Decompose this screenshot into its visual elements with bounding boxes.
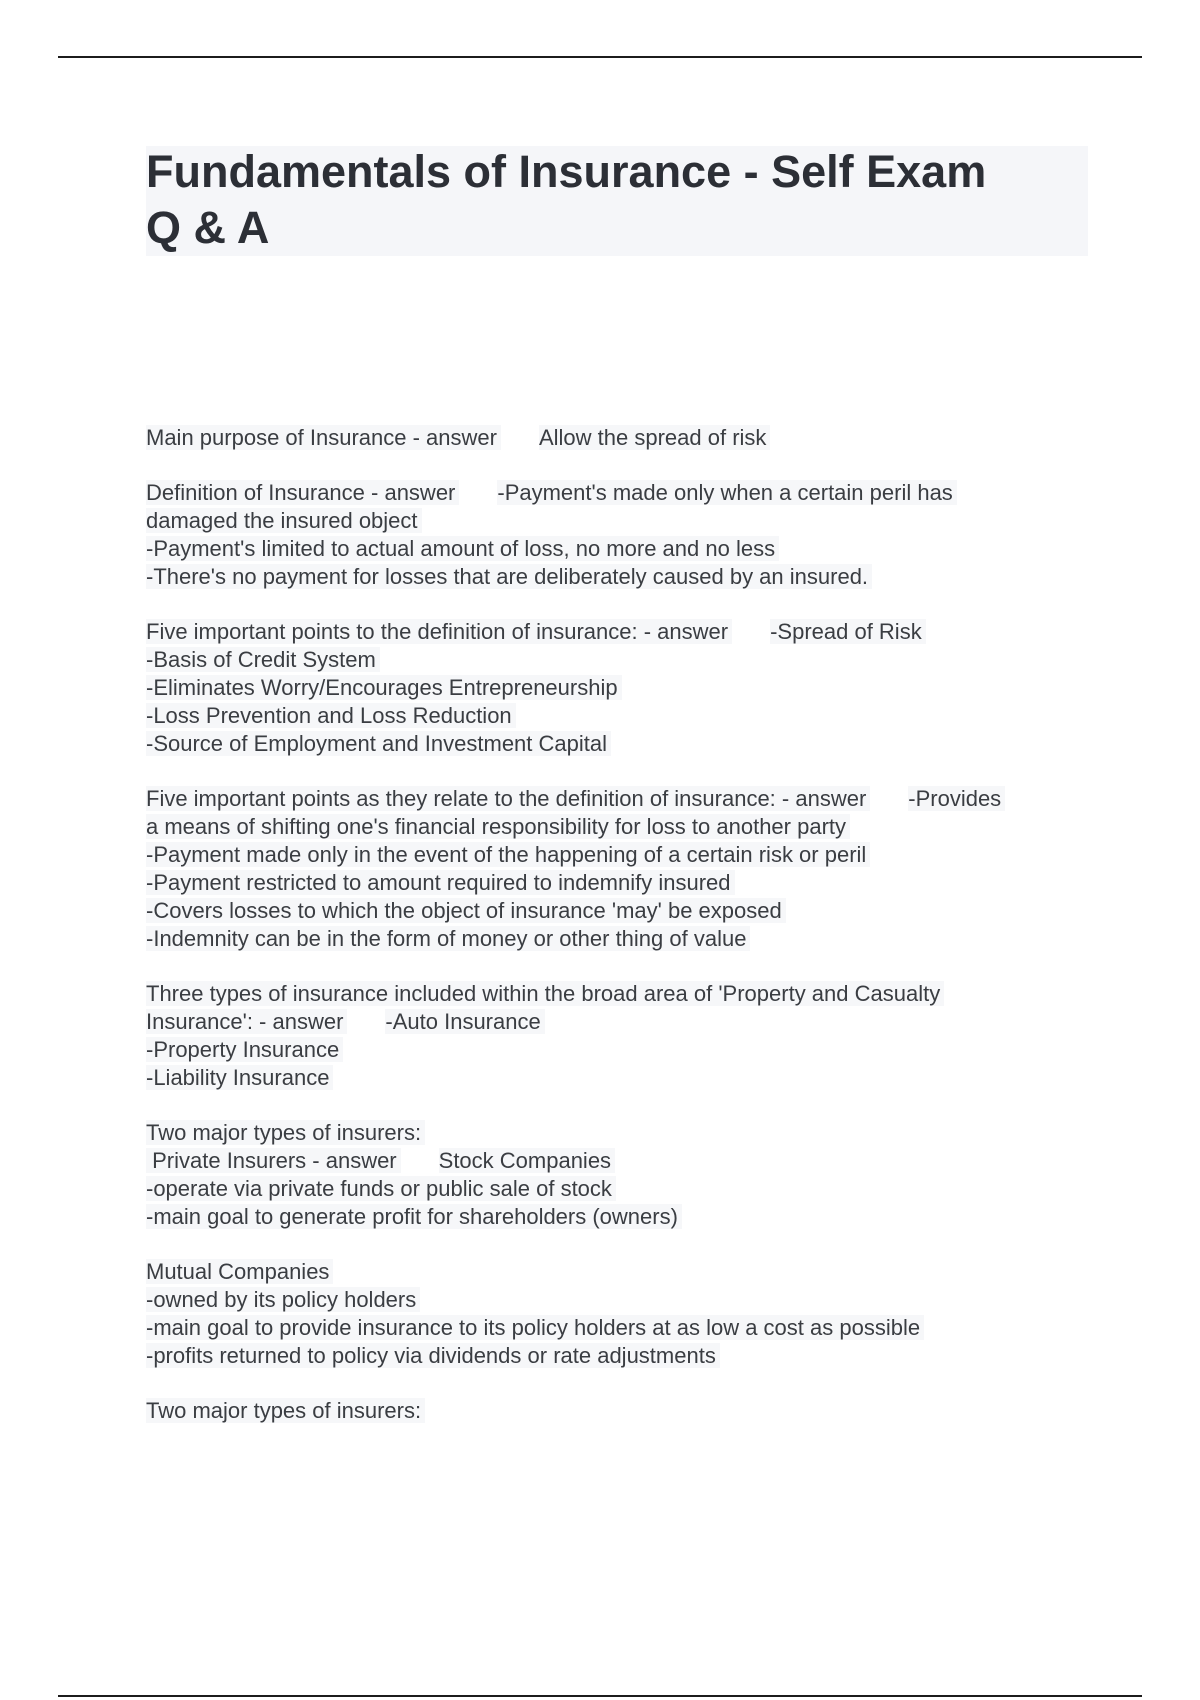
answer-text: Allow the spread of risk bbox=[539, 425, 770, 450]
answer-line: -main goal to provide insurance to its policy holders at as low a cost as possible bbox=[146, 1314, 1086, 1342]
qa-item bbox=[146, 618, 1086, 758]
question-text: Main purpose of Insurance - answer bbox=[146, 425, 501, 450]
answer-line: -profits returned to policy via dividends or rate adjustments bbox=[146, 1342, 1086, 1370]
top-rule bbox=[58, 56, 1142, 58]
answer-line: -Payment's limited to actual amount of loss, no more and no less bbox=[146, 535, 1086, 563]
qa-line bbox=[146, 424, 1086, 452]
question-text: Mutual Companies bbox=[146, 1259, 333, 1284]
question-text: Three types of insurance included within the broad area of 'Property and Casualty bbox=[146, 981, 944, 1006]
answer-line: -Property Insurance bbox=[146, 1036, 1086, 1064]
question-line bbox=[146, 1258, 1086, 1286]
qa-item bbox=[146, 1258, 1086, 1370]
qa-line bbox=[146, 1008, 1086, 1036]
answer-line: -Liability Insurance bbox=[146, 1064, 1086, 1092]
answer-line: -Source of Employment and Investment Capital bbox=[146, 730, 1086, 758]
question-text: Five important points to the definition of insurance: - answer bbox=[146, 619, 732, 644]
answer-line: -Loss Prevention and Loss Reduction bbox=[146, 702, 1086, 730]
qa-line bbox=[146, 1147, 1086, 1175]
answer-text: Stock Companies bbox=[439, 1148, 615, 1173]
answer-line: -There's no payment for losses that are deliberately caused by an insured. bbox=[146, 563, 1086, 591]
answer-line: -Basis of Credit System bbox=[146, 646, 1086, 674]
answer-line: -Indemnity can be in the form of money or other thing of value bbox=[146, 925, 1086, 953]
page-title bbox=[146, 144, 1088, 256]
question-text: Definition of Insurance - answer bbox=[146, 480, 459, 505]
qa-item bbox=[146, 479, 1086, 591]
qa-line bbox=[146, 785, 1086, 813]
answer-text: -Auto Insurance bbox=[385, 1009, 544, 1034]
answer-text: -Payment's made only when a certain peril has bbox=[497, 480, 956, 505]
question-text: Two major types of insurers: bbox=[146, 1120, 425, 1145]
question-text-cont: Insurance': - answer bbox=[146, 1009, 347, 1034]
qa-item bbox=[146, 1119, 1086, 1231]
answer-line: damaged the insured object bbox=[146, 507, 1086, 535]
title-line-1: Fundamentals of Insurance - Self Exam bbox=[146, 146, 987, 197]
answer-line: -Payment made only in the event of the happening of a certain risk or peril bbox=[146, 841, 1086, 869]
question-text: Five important points as they relate to the definition of insurance: - answer bbox=[146, 786, 870, 811]
question-line bbox=[146, 980, 1086, 1008]
bottom-rule bbox=[58, 1695, 1142, 1697]
question-text: Two major types of insurers: bbox=[146, 1398, 425, 1423]
answer-text: -Spread of Risk bbox=[770, 619, 926, 644]
answer-line: -operate via private funds or public sale of stock bbox=[146, 1175, 1086, 1203]
answer-line: -main goal to generate profit for shareholders (owners) bbox=[146, 1203, 1086, 1231]
answer-line: a means of shifting one's financial responsibility for loss to another party bbox=[146, 813, 1086, 841]
question-line bbox=[146, 1397, 1086, 1425]
question-text-cont: Private Insurers - answer bbox=[146, 1148, 401, 1173]
title-line-2: Q & A bbox=[146, 202, 270, 253]
answer-line: -Payment restricted to amount required to indemnify insured bbox=[146, 869, 1086, 897]
qa-line bbox=[146, 479, 1086, 507]
question-line bbox=[146, 1119, 1086, 1147]
qa-line bbox=[146, 618, 1086, 646]
qa-item bbox=[146, 785, 1086, 953]
qa-item bbox=[146, 424, 1086, 452]
qa-item bbox=[146, 980, 1086, 1092]
answer-line: -Eliminates Worry/Encourages Entrepreneurship bbox=[146, 674, 1086, 702]
qa-item bbox=[146, 1397, 1086, 1425]
answer-line: -Covers losses to which the object of insurance 'may' be exposed bbox=[146, 897, 1086, 925]
qa-list bbox=[146, 424, 1086, 1452]
answer-text: -Provides bbox=[908, 786, 1005, 811]
answer-line: -owned by its policy holders bbox=[146, 1286, 1086, 1314]
